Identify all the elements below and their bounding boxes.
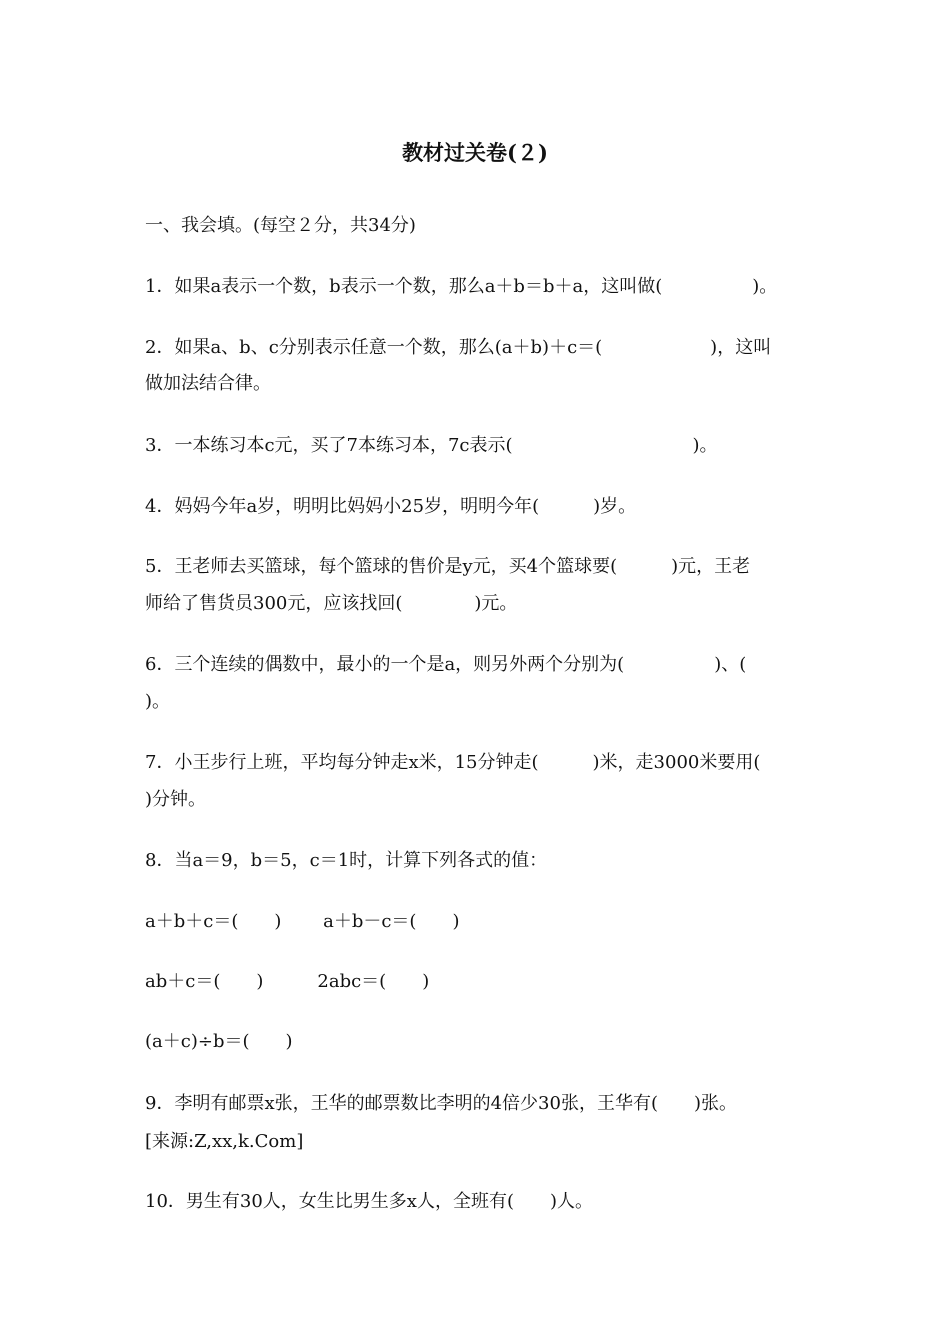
- question-9-source-note: [来源:Z,xx,k.Com]: [145, 1131, 304, 1152]
- question-9-line-1: 9．李明有邮票x张，王华的邮票数比李明的4倍少30张，王华有( )张。: [145, 1093, 738, 1114]
- question-5-line-1: 5．王老师去买篮球，每个篮球的售价是y元，买4个篮球要( )元，王老: [145, 556, 751, 577]
- question-10: 10．男生有30人，女生比男生多x人，全班有( )人。: [145, 1191, 594, 1212]
- question-8: 8．当a＝9，b＝5，c＝1时，计算下列各式的值：: [145, 850, 548, 871]
- question-7-line-1: 7．小王步行上班，平均每分钟走x米，15分钟走( )米，走3000米要用(: [145, 752, 761, 773]
- page-title: 教材过关卷(２): [402, 140, 548, 165]
- question-1: 1．如果a表示一个数，b表示一个数，那么a＋b＝b＋a，这叫做( )。: [145, 276, 778, 297]
- question-2-line-1: 2．如果a、b、c分别表示任意一个数，那么(a＋b)＋c＝( )，这叫: [145, 337, 772, 358]
- question-2-line-2: 做加法结合律。: [145, 373, 271, 394]
- question-7-line-2: )分钟。: [145, 789, 207, 810]
- question-3: 3．一本练习本c元，买了7本练习本，7c表示( )。: [145, 435, 718, 456]
- question-8-expressions-row-3: (a＋c)÷b＝( ): [145, 1031, 293, 1052]
- question-6-line-2: )。: [145, 691, 171, 712]
- question-4: 4．妈妈今年a岁，明明比妈妈小25岁，明明今年( )岁。: [145, 496, 637, 517]
- question-6-line-1: 6．三个连续的偶数中，最小的一个是a，则另外两个分别为( )、(: [145, 654, 747, 675]
- question-8-expressions-row-1: a＋b＋c＝( ) a＋b－c＝( ): [145, 911, 460, 932]
- section-heading: 一、我会填。(每空２分，共34分): [145, 215, 416, 236]
- question-8-expressions-row-2: ab＋c＝( ) 2abc＝( ): [145, 971, 430, 992]
- question-5-line-2: 师给了售货员300元，应该找回( )元。: [145, 593, 518, 614]
